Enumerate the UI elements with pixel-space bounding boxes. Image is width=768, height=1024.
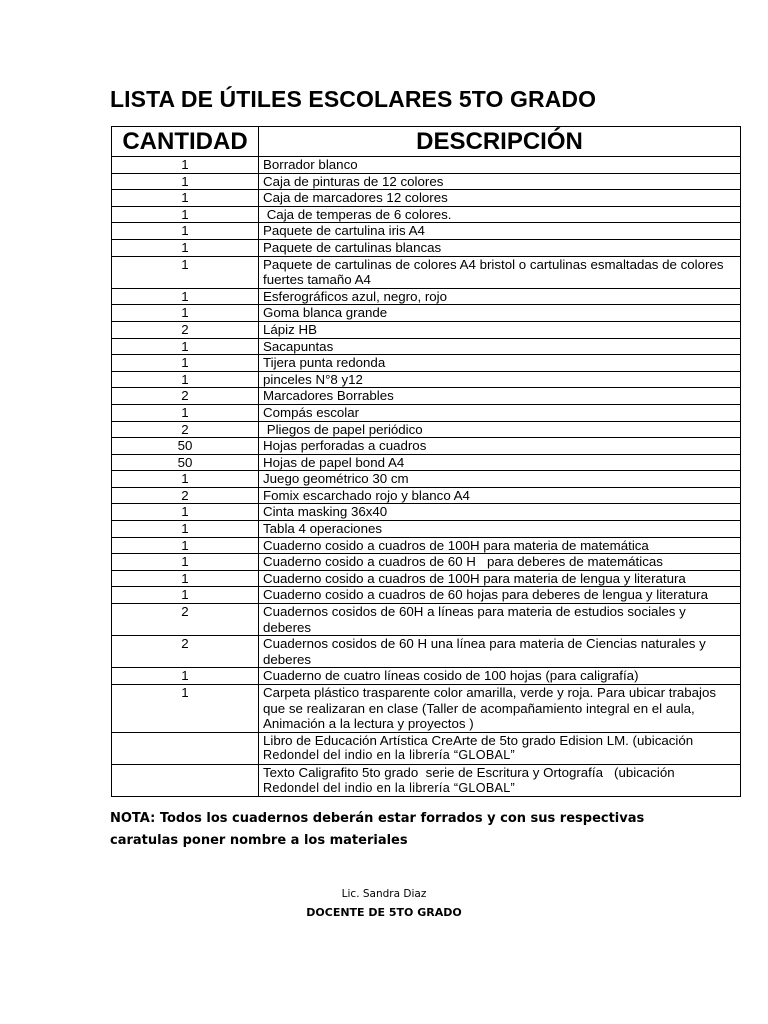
table-row — [112, 604, 741, 636]
row-description — [259, 256, 741, 288]
row-description-text: Cuadernos cosidos de 60 H una línea para materia de Ciencias naturales y deberes — [263, 636, 710, 667]
table-row — [112, 371, 741, 388]
row-quantity: 1 — [112, 537, 259, 554]
row-description-text: Carpeta plástico trasparente color amarilla, verde y roja. Para ubicar trabajos que se realizaran en clase (Taller de acompañamiento integral en el aula, Animación a la lectura y proyectos ) — [263, 685, 720, 732]
row-quantity: 50 — [112, 454, 259, 471]
row-description — [259, 454, 741, 471]
row-quantity: 1 — [112, 157, 259, 174]
table-row — [112, 521, 741, 538]
table-row — [112, 438, 741, 455]
row-quantity: 2 — [112, 487, 259, 504]
row-description — [259, 288, 741, 305]
row-description-text: Goma blanca grande — [263, 305, 388, 321]
row-quantity: 1 — [112, 355, 259, 372]
row-description-text: Caja de marcadores 12 colores — [263, 190, 448, 206]
row-quantity: 1 — [112, 288, 259, 305]
row-quantity: 1 — [112, 685, 259, 733]
row-description — [259, 732, 741, 764]
table-header-row — [112, 127, 741, 157]
table-row — [112, 471, 741, 488]
row-quantity: 1 — [112, 521, 259, 538]
row-description — [259, 388, 741, 405]
row-quantity: 2 — [112, 604, 259, 636]
table-row — [112, 338, 741, 355]
description-header: DESCRIPCIÓN — [259, 127, 741, 157]
row-description — [259, 223, 741, 240]
table-row — [112, 587, 741, 604]
row-description — [259, 471, 741, 488]
row-description — [259, 537, 741, 554]
note-text: NOTA: Todos los cuadernos deberán estar forrados y con sus respectivas caratulas poner nombre a los materiales — [110, 811, 645, 848]
table-row — [112, 173, 741, 190]
row-description — [259, 685, 741, 733]
row-description — [259, 764, 741, 796]
row-description-text: pinceles N°8 y12 — [263, 371, 363, 387]
row-quantity: 1 — [112, 587, 259, 604]
row-quantity — [112, 732, 259, 764]
table-row — [112, 239, 741, 256]
row-quantity: 2 — [112, 321, 259, 338]
row-quantity: 1 — [112, 404, 259, 421]
row-description — [259, 173, 741, 190]
row-description — [259, 338, 741, 355]
row-description-text: Marcadores Borrables — [263, 388, 394, 404]
row-quantity — [112, 764, 259, 796]
row-description-text: Paquete de cartulina iris A4 — [263, 223, 425, 239]
row-quantity: 1 — [112, 371, 259, 388]
table-row — [112, 537, 741, 554]
row-description-text: Caja de pinturas de 12 colores — [263, 173, 444, 189]
row-description-text: Paquete de cartulinas blancas — [263, 239, 442, 255]
row-description — [259, 190, 741, 207]
row-description — [259, 321, 741, 338]
row-quantity: 1 — [112, 256, 259, 288]
row-description-text: Cinta masking 36x40 — [263, 504, 388, 520]
row-description — [259, 554, 741, 571]
row-description — [259, 668, 741, 685]
row-description-text: Esferográficos azul, negro, rojo — [263, 288, 448, 304]
row-description-text: Libro de Educación Artística CreArte de 5to grado Edision LM. (ubicación — [263, 732, 694, 748]
row-description — [259, 504, 741, 521]
row-location-note: Redondel del indio en la librería “GLOBAL” — [263, 748, 516, 763]
row-description — [259, 371, 741, 388]
row-quantity: 1 — [112, 338, 259, 355]
row-description — [259, 587, 741, 604]
table-row — [112, 256, 741, 288]
table-row — [112, 288, 741, 305]
table-row — [112, 321, 741, 338]
row-description-text: Paquete de cartulinas de colores A4 bristol o cartulinas esmaltadas de colores fuertes tamaño A4 — [263, 256, 728, 288]
table-row — [112, 732, 741, 764]
row-description-text: Juego geométrico 30 cm — [263, 471, 409, 487]
row-quantity: 1 — [112, 206, 259, 223]
row-quantity: 1 — [112, 223, 259, 240]
row-description-text: Compás escolar — [263, 404, 360, 420]
page-title: LISTA DE ÚTILES ESCOLARES 5TO GRADO — [110, 86, 597, 112]
row-description — [259, 206, 741, 223]
row-description — [259, 157, 741, 174]
row-quantity: 2 — [112, 421, 259, 438]
row-description-text: Sacapuntas — [263, 338, 334, 354]
table-row — [112, 764, 741, 796]
table-row — [112, 355, 741, 372]
row-quantity: 2 — [112, 388, 259, 405]
table-row — [112, 487, 741, 504]
row-description — [259, 521, 741, 538]
row-quantity: 1 — [112, 570, 259, 587]
row-quantity: 1 — [112, 504, 259, 521]
row-description-text: Cuaderno cosido a cuadros de 60 hojas para deberes de lengua y literatura — [263, 587, 709, 603]
row-description-text: Cuaderno cosido a cuadros de 100H para materia de lengua y literatura — [263, 570, 686, 586]
row-quantity: 2 — [112, 636, 259, 668]
row-location-note: Redondel del indio en la librería “GLOBAL” — [263, 780, 516, 795]
table-row — [112, 504, 741, 521]
table-row — [112, 570, 741, 587]
table-row — [112, 157, 741, 174]
row-description-text: Texto Caligrafito 5to grado serie de Escritura y Ortografía (ubicación — [263, 764, 675, 780]
table-row — [112, 206, 741, 223]
row-description — [259, 239, 741, 256]
row-quantity: 1 — [112, 668, 259, 685]
table-row — [112, 554, 741, 571]
table-row — [112, 305, 741, 322]
row-description — [259, 438, 741, 455]
row-description — [259, 404, 741, 421]
row-description-text: Pliegos de papel periódico — [263, 421, 423, 437]
row-description — [259, 487, 741, 504]
table-row — [112, 685, 741, 733]
table-row — [112, 668, 741, 685]
row-quantity: 1 — [112, 173, 259, 190]
supplies-table — [111, 126, 741, 797]
row-description-text: Cuaderno de cuatro líneas cosido de 100 hojas (para caligrafía) — [263, 668, 639, 684]
row-quantity: 1 — [112, 305, 259, 322]
table-row — [112, 190, 741, 207]
table-row — [112, 404, 741, 421]
row-description — [259, 604, 741, 636]
row-description — [259, 421, 741, 438]
row-description-text: Cuadernos cosidos de 60H a líneas para materia de estudios sociales y deberes — [263, 604, 690, 635]
row-description-text: Hojas de papel bond A4 — [263, 454, 405, 470]
row-description-text: Caja de temperas de 6 colores. — [263, 206, 452, 222]
row-description-text: Hojas perforadas a cuadros — [263, 438, 427, 454]
row-description — [259, 355, 741, 372]
row-description-text: Tijera punta redonda — [263, 355, 386, 371]
table-row — [112, 388, 741, 405]
table-row — [112, 454, 741, 471]
row-description-text: Cuaderno cosido a cuadros de 60 H para deberes de matemáticas — [263, 554, 663, 570]
row-description — [259, 636, 741, 668]
signature-name: Lic. Sandra Diaz — [341, 888, 427, 900]
row-description — [259, 305, 741, 322]
row-quantity: 1 — [112, 239, 259, 256]
quantity-header: CANTIDAD — [112, 127, 259, 157]
row-quantity: 50 — [112, 438, 259, 455]
table-row — [112, 636, 741, 668]
row-quantity: 1 — [112, 471, 259, 488]
row-description-text: Cuaderno cosido a cuadros de 100H para materia de matemática — [263, 537, 649, 553]
table-row — [112, 223, 741, 240]
table-body — [112, 157, 741, 797]
row-description-text: Fomix escarchado rojo y blanco A4 — [263, 487, 470, 503]
signature-role: DOCENTE DE 5TO GRADO — [306, 906, 462, 919]
row-description-text: Borrador blanco — [263, 157, 358, 172]
row-description-text: Tabla 4 operaciones — [263, 521, 383, 537]
row-description-text: Lápiz HB — [263, 321, 317, 337]
row-quantity: 1 — [112, 190, 259, 207]
row-description — [259, 570, 741, 587]
table-row — [112, 421, 741, 438]
row-quantity: 1 — [112, 554, 259, 571]
